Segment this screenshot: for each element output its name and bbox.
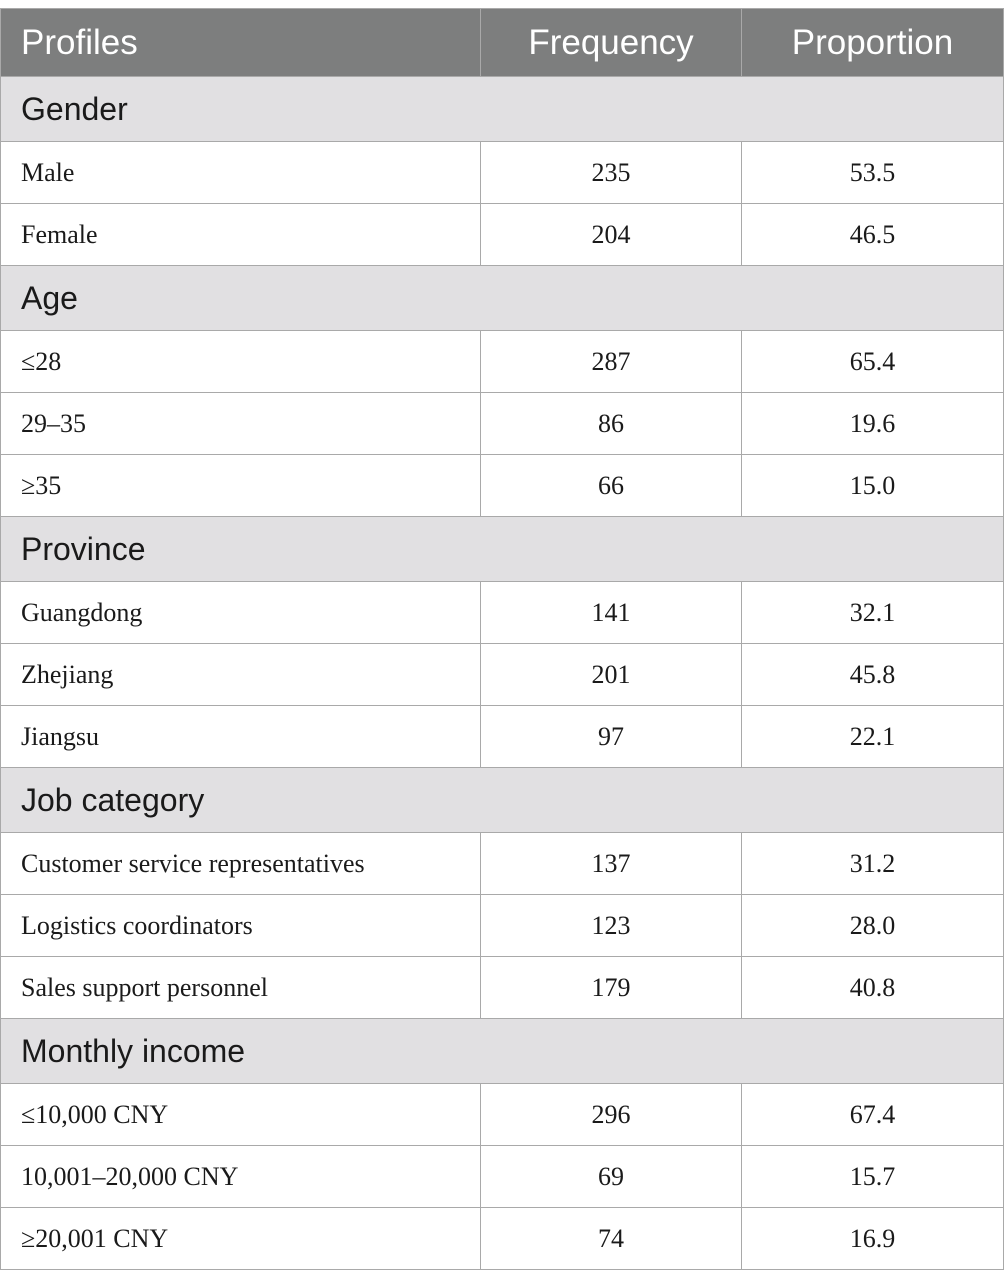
group-row [1, 517, 1004, 582]
proportion-cell: 28.0 [742, 895, 1004, 957]
frequency-cell: 74 [481, 1208, 742, 1270]
table-row [1, 455, 1004, 517]
table-row [1, 1084, 1004, 1146]
proportion-cell: 46.5 [742, 204, 1004, 266]
proportion-cell: 22.1 [742, 706, 1004, 768]
frequency-cell: 137 [481, 833, 742, 895]
frequency-cell: 141 [481, 582, 742, 644]
proportion-cell: 19.6 [742, 393, 1004, 455]
profile-cell: 10,001–20,000 CNY [1, 1146, 481, 1208]
table-row [1, 204, 1004, 266]
profile-cell: Zhejiang [1, 644, 481, 706]
frequency-cell: 201 [481, 644, 742, 706]
frequency-cell: 123 [481, 895, 742, 957]
profile-cell: ≥20,001 CNY [1, 1208, 481, 1270]
proportion-cell: 15.0 [742, 455, 1004, 517]
proportion-cell: 16.9 [742, 1208, 1004, 1270]
proportion-cell: 31.2 [742, 833, 1004, 895]
table-header [1, 9, 1004, 77]
group-title: Gender [1, 77, 1004, 142]
proportion-cell: 45.8 [742, 644, 1004, 706]
table-container [0, 8, 1004, 1270]
table-body [1, 77, 1004, 1270]
table-row [1, 582, 1004, 644]
proportion-cell: 15.7 [742, 1146, 1004, 1208]
header-frequency: Frequency [481, 9, 742, 77]
frequency-cell: 235 [481, 142, 742, 204]
group-title: Age [1, 266, 1004, 331]
group-row [1, 77, 1004, 142]
group-row [1, 768, 1004, 833]
proportion-cell: 65.4 [742, 331, 1004, 393]
profile-cell: 29–35 [1, 393, 481, 455]
group-title: Job category [1, 768, 1004, 833]
frequency-cell: 296 [481, 1084, 742, 1146]
profile-cell: ≤28 [1, 331, 481, 393]
group-title: Province [1, 517, 1004, 582]
table-row [1, 957, 1004, 1019]
frequency-cell: 66 [481, 455, 742, 517]
profile-cell: ≤10,000 CNY [1, 1084, 481, 1146]
header-proportion: Proportion [742, 9, 1004, 77]
profile-cell: Male [1, 142, 481, 204]
table-row [1, 393, 1004, 455]
profile-cell: Sales support personnel [1, 957, 481, 1019]
table-row [1, 331, 1004, 393]
frequency-cell: 69 [481, 1146, 742, 1208]
frequency-cell: 179 [481, 957, 742, 1019]
group-row [1, 266, 1004, 331]
table-row [1, 142, 1004, 204]
proportion-cell: 40.8 [742, 957, 1004, 1019]
table-row [1, 644, 1004, 706]
frequency-cell: 86 [481, 393, 742, 455]
profile-cell: Guangdong [1, 582, 481, 644]
profile-cell: Logistics coordinators [1, 895, 481, 957]
table-row [1, 833, 1004, 895]
frequency-cell: 287 [481, 331, 742, 393]
profile-cell: ≥35 [1, 455, 481, 517]
frequency-cell: 97 [481, 706, 742, 768]
group-row [1, 1019, 1004, 1084]
table-row [1, 706, 1004, 768]
profile-table [0, 8, 1004, 1270]
proportion-cell: 53.5 [742, 142, 1004, 204]
profile-cell: Female [1, 204, 481, 266]
table-row [1, 895, 1004, 957]
profile-cell: Jiangsu [1, 706, 481, 768]
group-title: Monthly income [1, 1019, 1004, 1084]
table-row [1, 1146, 1004, 1208]
header-row [1, 9, 1004, 77]
proportion-cell: 67.4 [742, 1084, 1004, 1146]
header-profiles: Profiles [1, 9, 481, 77]
table-row [1, 1208, 1004, 1270]
frequency-cell: 204 [481, 204, 742, 266]
proportion-cell: 32.1 [742, 582, 1004, 644]
profile-cell: Customer service representatives [1, 833, 481, 895]
